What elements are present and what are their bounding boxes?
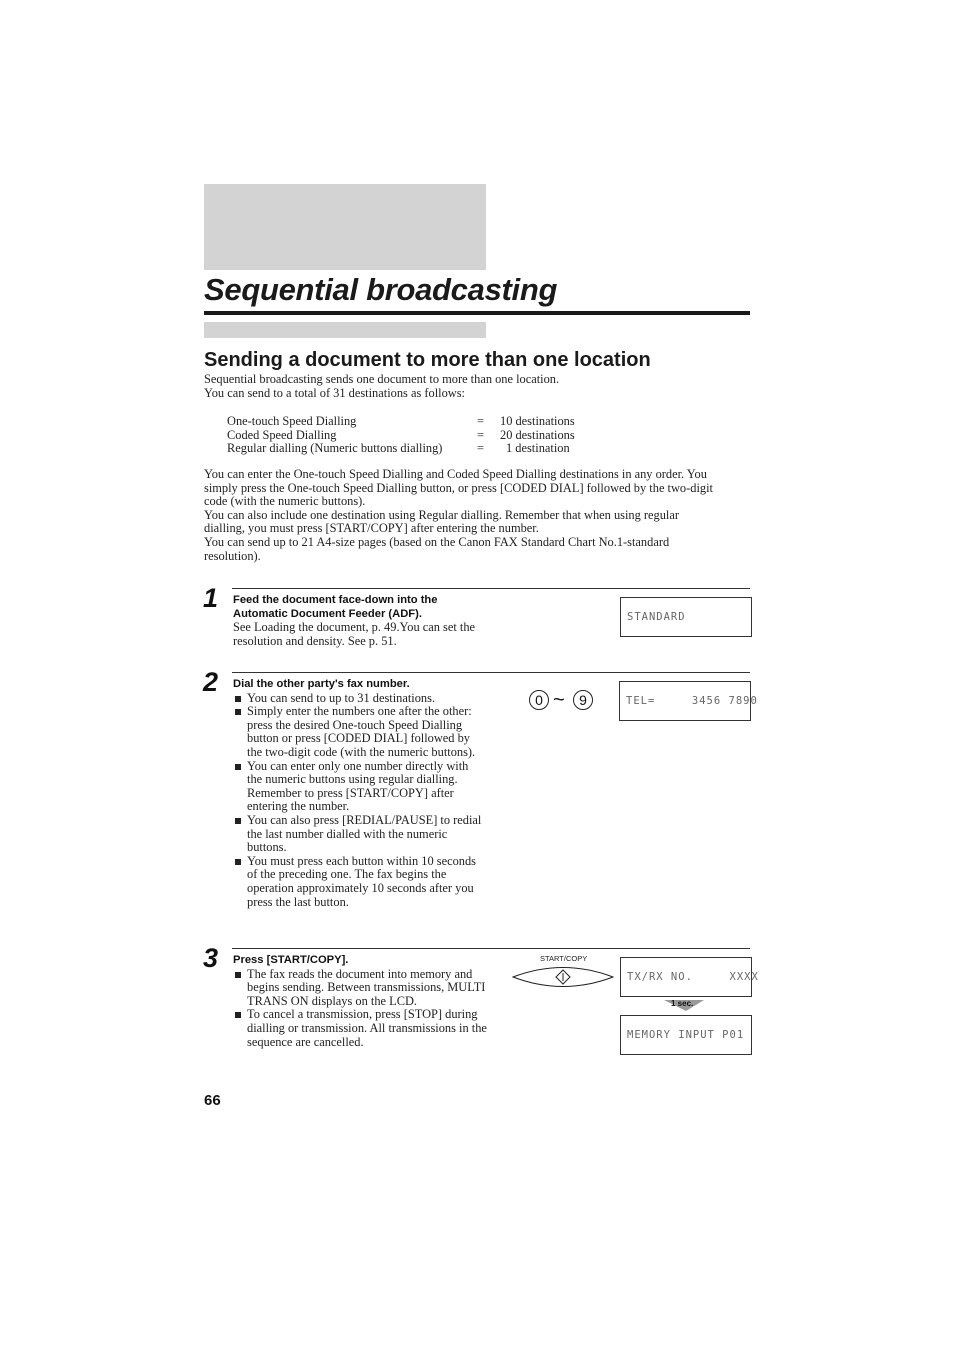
step-2-number: 2	[203, 667, 219, 697]
section-grey-bar	[204, 322, 486, 338]
step-1-body: resolution and density. See p. 51.	[233, 633, 397, 648]
destination-equals: =	[477, 427, 484, 442]
tilde-separator: ~	[553, 689, 565, 711]
step-1-heading: Automatic Document Feeder (ADF).	[233, 607, 422, 620]
bullet-line: Simply enter the numbers one after the other:	[247, 704, 472, 719]
bullet-line: To cancel a transmission, press [STOP] during	[247, 1007, 478, 1022]
numeric-key-0-icon: 0	[529, 690, 549, 710]
step-1-content	[233, 594, 475, 648]
bullet-line: button or press [CODED DIAL] followed by	[247, 731, 470, 746]
destination-row	[227, 428, 627, 442]
bullet-item	[233, 1008, 523, 1049]
intro-text	[204, 373, 559, 400]
bullet-line: Remember to press [START/COPY] after	[247, 785, 454, 800]
lcd-display-standard: STANDARD	[620, 597, 752, 637]
bullet-line: TRANS ON displays on the LCD.	[247, 993, 418, 1008]
paragraph-line: simply press the One-touch Speed Dialling button, or press [CODED DIAL] followed by the two-digit	[204, 480, 713, 495]
bullet-line: buttons.	[247, 840, 287, 855]
bullet-line: press the desired One-touch Speed Dialling	[247, 717, 463, 732]
intro-line: You can send to a total of 31 destinations as follows:	[204, 385, 465, 400]
step-3-rule	[232, 948, 750, 949]
destination-method: One-touch Speed Dialling	[227, 414, 357, 428]
destination-row	[227, 441, 627, 455]
bullet-line: You can enter only one number directly with	[247, 758, 469, 773]
step-3-content	[233, 954, 523, 1049]
step-1-body: See Loading the document, p. 49.You can set the	[233, 620, 476, 635]
step-3-heading: Press [START/COPY].	[233, 954, 349, 966]
lcd-display-txrx: TX/RX NO. XXXX	[620, 957, 752, 997]
delay-label: 1 sec.	[671, 999, 694, 1008]
bullet-item	[233, 692, 523, 706]
destination-row	[227, 414, 627, 428]
destination-count: 1 destination	[506, 441, 570, 456]
step-2-rule	[232, 672, 750, 673]
bullet-line: sequence are cancelled.	[247, 1034, 364, 1049]
lcd-display-tel: TEL= 3456 7890	[619, 681, 751, 721]
step-2-heading: Dial the other party's fax number.	[233, 678, 410, 690]
start-copy-label: START/COPY	[540, 954, 588, 963]
destination-equals: =	[477, 414, 484, 428]
paragraph-line: resolution).	[204, 548, 261, 563]
destination-count: 10 destinations	[500, 414, 575, 428]
paragraph-line: code (with the numeric buttons).	[204, 494, 366, 509]
bullet-item	[233, 968, 523, 1009]
section-title: Sending a document to more than one location	[204, 349, 651, 371]
header-grey-block	[204, 184, 486, 270]
bullet-line: You can send to up to 31 destinations.	[247, 690, 436, 705]
bullet-line: You must press each button within 10 seconds	[247, 853, 476, 868]
lcd-display-memory-input: MEMORY INPUT P01	[620, 1015, 752, 1055]
description-paragraph	[204, 468, 713, 563]
bullet-line: The fax reads the document into memory and	[247, 966, 473, 981]
paragraph-line: dialling, you must press [START/COPY] after entering the number.	[204, 521, 539, 536]
paragraph-line: You can also include one destination using Regular dialling. Remember that when using regular	[204, 507, 679, 522]
bullet-line: press the last button.	[247, 894, 349, 909]
step-1-rule	[232, 588, 750, 589]
step-3-bullets	[233, 968, 523, 1050]
bullet-line: the last number dialled with the numeric	[247, 826, 448, 841]
step-3-number: 3	[203, 943, 219, 973]
page-number: 66	[204, 1092, 221, 1109]
bullet-line: the numeric buttons using regular dialling.	[247, 772, 458, 787]
bullet-line: entering the number.	[247, 799, 350, 814]
bullet-item	[233, 814, 523, 855]
bullet-line: operation approximately 10 seconds after you	[247, 880, 474, 895]
bullet-line: of the preceding one. The fax begins the	[247, 867, 447, 882]
destination-method: Regular dialling (Numeric buttons dialling)	[227, 441, 443, 456]
step-1-heading: Feed the document face-down into the	[233, 594, 438, 606]
step-1-number: 1	[203, 583, 219, 613]
numeric-keys-range	[529, 690, 599, 712]
title-rule	[204, 311, 750, 315]
bullet-item	[233, 705, 523, 759]
destination-count: 20 destinations	[500, 427, 575, 442]
step-2-bullets	[233, 692, 523, 910]
bullet-item	[233, 760, 523, 814]
bullet-line: dialling or transmission. All transmissions in the	[247, 1020, 487, 1035]
page-title: Sequential broadcasting	[204, 272, 558, 307]
bullet-line: You can also press [REDIAL/PAUSE] to redial	[247, 812, 482, 827]
paragraph-line: You can send up to 21 A4-size pages (based on the Canon FAX Standard Chart No.1-standard	[204, 534, 670, 549]
intro-line: Sequential broadcasting sends one document to more than one location.	[204, 372, 560, 386]
numeric-key-9-icon: 9	[573, 690, 593, 710]
destination-equals: =	[477, 441, 484, 456]
bullet-line: the two-digit code (with the numeric buttons).	[247, 744, 476, 759]
destination-method: Coded Speed Dialling	[227, 427, 337, 442]
bullet-item	[233, 855, 523, 909]
paragraph-line: You can enter the One-touch Speed Dialling and Coded Speed Dialling destinations in any order. You	[204, 467, 707, 481]
start-copy-button-icon	[512, 962, 614, 992]
bullet-line: begins sending. Between transmissions, MULTI	[247, 980, 486, 995]
step-2-content	[233, 678, 523, 909]
